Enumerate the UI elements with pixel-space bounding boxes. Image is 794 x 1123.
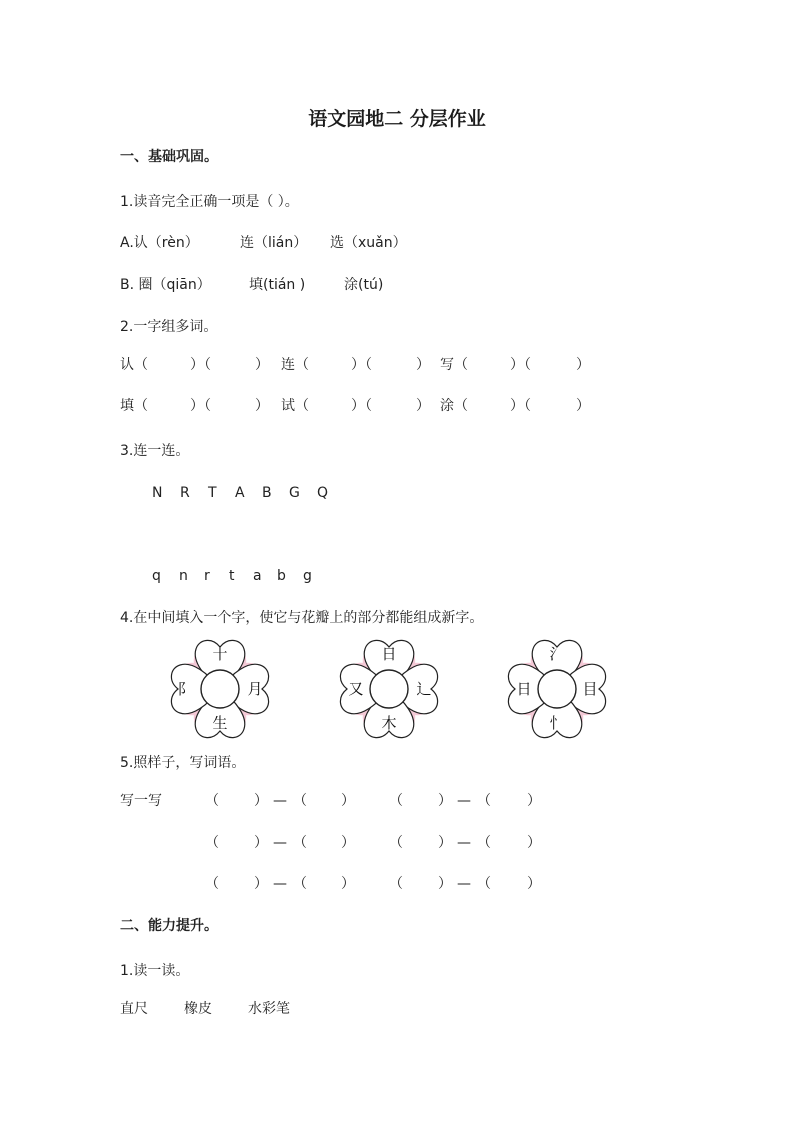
letter-upper: T xyxy=(208,485,217,501)
paren-close: ） xyxy=(438,793,452,809)
q2-cell: ）（ xyxy=(351,398,372,414)
q2-cell: ）（ xyxy=(351,357,372,373)
paren-close: ） xyxy=(527,793,541,809)
q2-cell: 涂（ xyxy=(440,398,468,414)
letter-upper: Q xyxy=(317,485,329,501)
petal-left: 阝 xyxy=(177,680,193,698)
q2-cell: ） xyxy=(416,357,430,373)
paren-open: （ xyxy=(477,876,491,892)
q2-question: 2.一字组多词。 xyxy=(120,319,218,335)
q2-cell: 写（ xyxy=(440,357,468,373)
center-blank-circle[interactable] xyxy=(538,670,576,708)
q3-question: 3.连一连。 xyxy=(120,443,190,459)
q1-option-b-2: 填(tián ) xyxy=(249,277,306,293)
letter-upper: B xyxy=(262,485,272,501)
flower-3 xyxy=(503,635,611,743)
q2-cell: 填（ xyxy=(120,398,148,414)
paren-close: ） xyxy=(254,793,268,809)
paren-open: （ xyxy=(389,835,403,851)
petal-top: 十 xyxy=(212,645,228,663)
letter-lower: g xyxy=(303,568,312,584)
q2-cell: ） xyxy=(255,357,269,373)
dash: — xyxy=(273,793,287,809)
dash: — xyxy=(273,876,287,892)
page-title: 语文园地二 分层作业 xyxy=(308,108,486,130)
q2-cell: 试（ xyxy=(281,398,309,414)
paren-close: ） xyxy=(341,793,355,809)
q1-option-b-1: B. 圈（qiān） xyxy=(120,277,211,293)
paren-open: （ xyxy=(389,793,403,809)
petal-left: 又 xyxy=(348,680,364,698)
q4-question: 4.在中间填入一个字，使它与花瓣上的部分都能组成新字。 xyxy=(120,610,484,626)
letter-upper: N xyxy=(152,485,163,501)
letter-lower: q xyxy=(152,568,161,584)
petal-right: 月 xyxy=(247,680,263,698)
q2-cell: ） xyxy=(576,357,590,373)
paren-close: ） xyxy=(527,835,541,851)
petal-left: 日 xyxy=(516,680,532,698)
paren-open: （ xyxy=(293,876,307,892)
dash: — xyxy=(273,835,287,851)
q1-option-b-3: 涂(tú) xyxy=(344,277,384,293)
q2-cell: ） xyxy=(576,398,590,414)
q2-cell: ）（ xyxy=(190,357,211,373)
paren-open: （ xyxy=(293,793,307,809)
petal-top: 氵 xyxy=(549,645,565,663)
q1-question: 1.读音完全正确一项是（ ）。 xyxy=(120,194,299,210)
word-1: 直尺 xyxy=(120,1001,148,1017)
letter-lower: n xyxy=(179,568,188,584)
q2-cell: ） xyxy=(255,398,269,414)
dash: — xyxy=(457,793,471,809)
letter-lower: a xyxy=(253,568,262,584)
q2-cell: 认（ xyxy=(120,357,148,373)
q2-cell: 连（ xyxy=(281,357,309,373)
q5-question: 5.照样子，写词语。 xyxy=(120,755,246,771)
q6-question: 1.读一读。 xyxy=(120,963,190,979)
paren-close: ） xyxy=(438,876,452,892)
letter-lower: t xyxy=(229,568,235,584)
paren-open: （ xyxy=(205,876,219,892)
petal-bottom: 木 xyxy=(381,714,397,732)
paren-open: （ xyxy=(477,793,491,809)
section-heading-advanced: 二、能力提升。 xyxy=(120,918,218,934)
paren-close: ） xyxy=(254,835,268,851)
q1-option-a-2: 连（lián） xyxy=(240,235,308,251)
flower-1 xyxy=(166,635,274,743)
petal-right: 辶 xyxy=(416,680,432,698)
letter-upper: G xyxy=(289,485,300,501)
paren-close: ） xyxy=(341,876,355,892)
letter-lower: b xyxy=(277,568,286,584)
letter-upper: R xyxy=(180,485,190,501)
paren-close: ） xyxy=(438,835,452,851)
petal-top: 日 xyxy=(381,645,397,663)
paren-open: （ xyxy=(293,835,307,851)
q2-cell: ） xyxy=(416,398,430,414)
letter-lower: r xyxy=(204,568,210,584)
paren-open: （ xyxy=(477,835,491,851)
dash: — xyxy=(457,876,471,892)
q2-cell: ）（ xyxy=(510,398,531,414)
center-blank-circle[interactable] xyxy=(370,670,408,708)
paren-open: （ xyxy=(205,835,219,851)
q1-option-a-1: A.认（rèn） xyxy=(120,235,199,251)
section-heading-basic: 一、基础巩固。 xyxy=(120,149,218,165)
letter-upper: A xyxy=(235,485,245,501)
paren-close: ） xyxy=(254,876,268,892)
q2-cell: ）（ xyxy=(510,357,531,373)
q1-option-a-3: 选（xuǎn） xyxy=(330,235,407,251)
word-2: 橡皮 xyxy=(184,1001,212,1017)
paren-open: （ xyxy=(205,793,219,809)
paren-close: ） xyxy=(341,835,355,851)
petal-bottom: 忄 xyxy=(549,714,565,732)
paren-close: ） xyxy=(527,876,541,892)
dash: — xyxy=(457,835,471,851)
word-3: 水彩笔 xyxy=(248,1001,290,1017)
petal-right: 目 xyxy=(582,680,598,698)
flower-2 xyxy=(335,635,443,743)
q5-example-word: 写一写 xyxy=(120,793,162,809)
center-blank-circle[interactable] xyxy=(201,670,239,708)
q2-cell: ）（ xyxy=(190,398,211,414)
petal-bottom: 生 xyxy=(212,714,228,732)
paren-open: （ xyxy=(389,876,403,892)
